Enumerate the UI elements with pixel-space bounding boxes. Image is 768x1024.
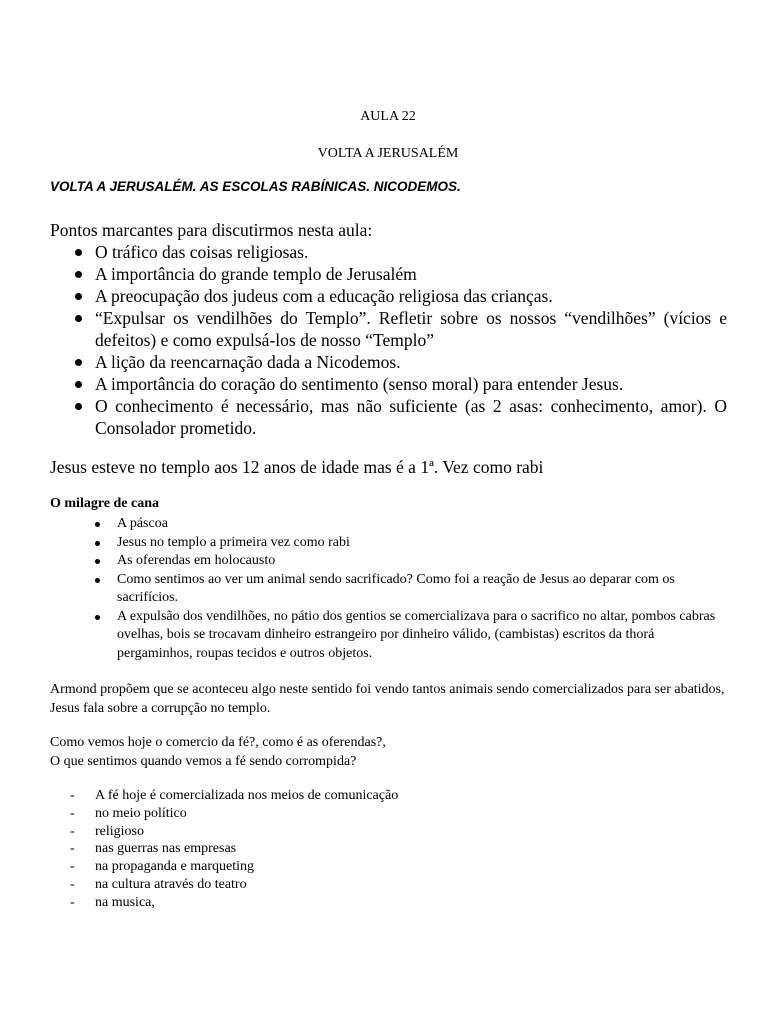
list-item: As oferendas em holocausto <box>92 552 722 571</box>
question-line: O que sentimos quando vemos a fé sendo corrompida? <box>50 753 357 769</box>
list-item: - na propaganda e marqueting <box>70 858 570 876</box>
list-item: A expulsão dos vendilhões, no pátio dos gentios se comercializava para o sacrifico no altar, pombos cabras ovelhas, bois se trocavam dinheiro estrangeiro por dinheiro válido, (cambistas) escritos da thorá pergaminhos, roupas tecidos e outros objetos. <box>92 608 722 664</box>
milagre-list <box>92 515 722 663</box>
list-item: A preocupação dos judeus com a educação religiosa das crianças. <box>50 285 727 307</box>
list-item: - religioso <box>70 823 570 841</box>
list-item: - nas guerras nas empresas <box>70 840 570 858</box>
list-item: “Expulsar os vendilhões do Templo”. Refletir sobre os nossos “vendilhões” (vícios e defeitos) e como expulsá-los de nosso “Templo” <box>50 307 727 351</box>
question-line: Como vemos hoje o comercio da fé?, como é as oferendas?, <box>50 735 386 750</box>
jesus-statement: Jesus esteve no templo aos 12 anos de idade mas é a 1ª. Vez como rabi <box>50 457 544 477</box>
list-item: O conhecimento é necessário, mas não suficiente (as 2 asas: conhecimento, amor). O Consolador prometido. <box>50 395 727 439</box>
lesson-title: VOLTA A JERUSALÉM <box>317 146 459 161</box>
intro-text: Pontos marcantes para discutirmos nesta aula: <box>50 220 373 240</box>
list-item: - A fé hoje é comercializada nos meios de comunicação <box>70 787 570 805</box>
section-heading: O milagre de cana <box>50 496 160 511</box>
list-item: A importância do grande templo de Jerusalém <box>50 263 727 285</box>
list-item: - na cultura através do teatro <box>70 876 570 894</box>
list-item: A lição da reencarnação dada a Nicodemos. <box>50 351 727 373</box>
list-item: - no meio político <box>70 805 570 823</box>
key-points-list <box>50 241 727 439</box>
list-item: A páscoa <box>92 515 722 534</box>
lesson-subtitle: VOLTA A JERUSALÉM. AS ESCOLAS RABÍNICAS. NICODEMOS. <box>50 179 461 194</box>
questions-paragraph <box>50 734 730 771</box>
lesson-number: AULA 22 <box>360 109 416 124</box>
list-item: O tráfico das coisas religiosas. <box>50 241 727 263</box>
dash-list <box>70 787 570 912</box>
list-item: Jesus no templo a primeira vez como rabi <box>92 534 722 553</box>
armond-paragraph: Armond propõem que se aconteceu algo neste sentido foi vendo tantos animais sendo comercializados para ser abatidos, Jesus fala sobre a corrupção no templo. <box>50 682 725 716</box>
list-item: - na musica, <box>70 894 570 912</box>
list-item: Como sentimos ao ver um animal sendo sacrificado? Como foi a reação de Jesus ao deparar com os sacrifícios. <box>92 571 722 608</box>
list-item: A importância do coração do sentimento (senso moral) para entender Jesus. <box>50 373 727 395</box>
